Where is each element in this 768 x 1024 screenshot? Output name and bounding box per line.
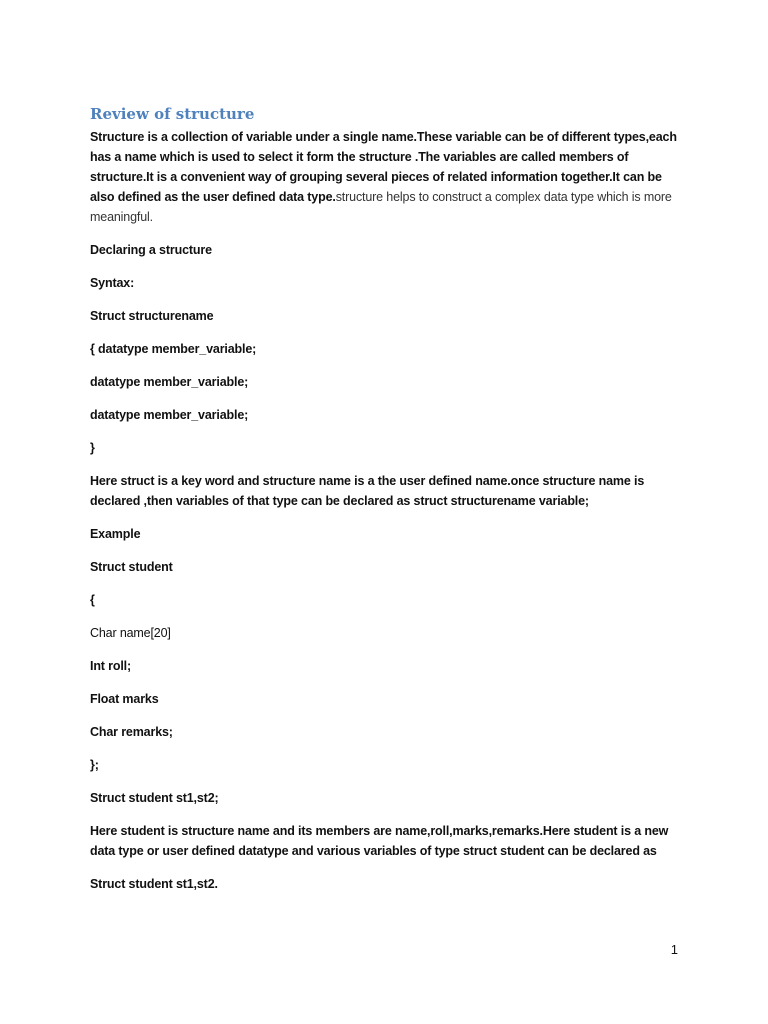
code-line: Struct structurename	[90, 309, 214, 323]
code-line: };	[90, 758, 99, 772]
example-label: Example	[90, 527, 141, 541]
code-line: }	[90, 441, 95, 455]
syntax-label: Syntax:	[90, 276, 135, 290]
code-line: {	[90, 593, 95, 607]
code-line: datatype member_variable;	[90, 408, 249, 422]
page-content	[90, 104, 680, 894]
intro-text-normal: structure helps to construct a complex data type which is more meaningful.	[90, 190, 672, 224]
code-line: Struct student st1,st2;	[90, 791, 219, 805]
section-heading: Review of structure	[90, 105, 255, 123]
explanation-paragraph: Here struct is a key word and structure name is a the user defined name.once structure name is declared ,then variables of that type can be declared as struct structurename variable;	[90, 474, 645, 508]
code-line: datatype member_variable;	[90, 375, 249, 389]
code-line: Float marks	[90, 692, 159, 706]
code-line: Struct student st1,st2.	[90, 877, 218, 891]
explanation-paragraph: Here student is structure name and its members are name,roll,marks,remarks.Here student is a new data type or user defined datatype and various variables of type struct student can be declared as	[90, 824, 669, 858]
declaring-heading: Declaring a structure	[90, 243, 212, 257]
code-line: Struct student	[90, 560, 173, 574]
intro-text-bold: Structure is a collection of variable under a single name.These variable can be of different types,each has a name which is used to select it form the structure .The variables are called members of structure.It is a convenient way of grouping several pieces of related information together.It can be also defined as the user defined data type.	[90, 130, 677, 204]
code-line: Char name[20]	[90, 626, 171, 640]
intro-paragraph	[90, 127, 680, 227]
code-line: { datatype member_variable;	[90, 342, 257, 356]
code-line: Int roll;	[90, 659, 132, 673]
code-line: Char remarks;	[90, 725, 173, 739]
page-number: 1	[670, 942, 678, 957]
